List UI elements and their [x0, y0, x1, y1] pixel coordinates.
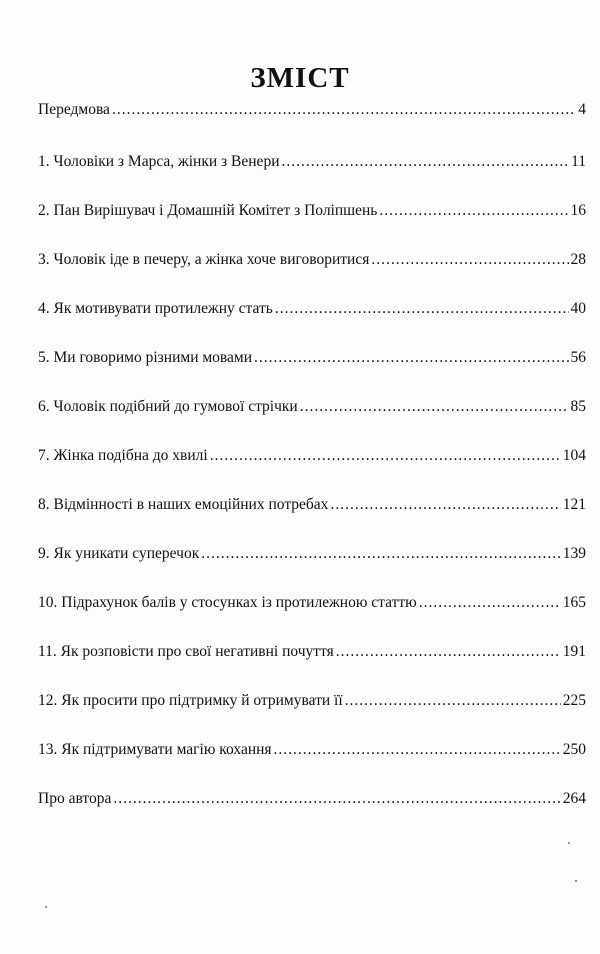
toc-entry-title: 10. Підрахунок балів у стосунках із протилежною статтю: [38, 594, 417, 611]
toc-entry-page: 191: [562, 643, 586, 660]
scan-speck: [575, 880, 577, 882]
toc-entry-page: 225: [562, 692, 586, 709]
toc-dot-leader: [274, 740, 561, 760]
toc-dot-leader: [345, 691, 561, 711]
toc-entry: [38, 397, 586, 446]
toc-entry-page: 139: [562, 545, 586, 562]
toc-entry-page: 56: [570, 349, 586, 366]
toc-entry-title: 6. Чоловік подібний до гумової стрічки: [38, 398, 298, 415]
toc-dot-leader: [371, 250, 568, 270]
toc-dot-leader: [300, 397, 569, 417]
toc-entry-page: 121: [562, 496, 586, 513]
toc-entry-title: 7. Жінка подібна до хвилі: [38, 447, 208, 464]
toc-entry-page: 104: [562, 447, 586, 464]
toc-entry-page: 264: [562, 790, 586, 807]
toc-entry-page: 85: [570, 398, 586, 415]
toc-entry: [38, 691, 586, 740]
toc-dot-leader: [201, 544, 561, 564]
toc-entry-page: 250: [562, 741, 586, 758]
toc-entry-title: 13. Як підтримувати магію кохання: [38, 741, 272, 758]
toc-entry-page: 40: [570, 300, 586, 317]
toc-entry: [38, 593, 586, 642]
toc-entry-title: 9. Як уникати суперечок: [38, 545, 200, 562]
toc-entry: [38, 642, 586, 691]
toc-dot-leader: [281, 152, 569, 172]
toc-entry-title: 4. Як мотивувати протилежну стать: [38, 300, 273, 317]
toc-entry: [38, 544, 586, 593]
toc-entry-title: Про автора: [38, 790, 112, 807]
table-of-contents: [38, 100, 586, 838]
toc-entry: [38, 348, 586, 397]
toc-dot-leader: [112, 100, 576, 120]
toc-dot-leader: [254, 348, 568, 368]
scan-speck: [45, 906, 47, 908]
toc-dot-leader: [275, 299, 569, 319]
toc-dot-leader: [113, 789, 560, 809]
toc-entry-title: 8. Відмінності в наших емоційних потребах: [38, 496, 329, 513]
toc-entry: [38, 740, 586, 789]
toc-entry: [38, 201, 586, 250]
toc-dot-leader: [330, 495, 560, 515]
toc-entry-title: 12. Як просити про підтримку й отримувати її: [38, 692, 343, 709]
toc-entry: [38, 152, 586, 201]
toc-entry: [38, 446, 586, 495]
toc-entry-title: 11. Як розповісти про свої негативні почуття: [38, 643, 334, 660]
page-title: ЗМІСТ: [250, 62, 350, 94]
toc-dot-leader: [210, 446, 561, 466]
toc-dot-leader: [379, 201, 568, 221]
toc-dot-leader: [419, 593, 561, 613]
toc-entry-title: 3. Чоловік іде в печеру, а жінка хоче виговоритися: [38, 251, 370, 268]
toc-entry: [38, 789, 586, 838]
toc-entry: [38, 299, 586, 348]
toc-entry-page: 16: [570, 202, 586, 219]
toc-entry-title: Передмова: [38, 101, 110, 118]
toc-entry-title: 5. Ми говоримо різними мовами: [38, 349, 253, 366]
toc-entry-title: 1. Чоловіки з Марса, жінки з Венери: [38, 153, 280, 170]
toc-entry-page: 4: [578, 101, 586, 118]
toc-entry: [38, 495, 586, 544]
toc-entry: [38, 250, 586, 299]
scan-speck: [568, 842, 570, 844]
toc-dot-leader: [336, 642, 561, 662]
toc-entry-page: 165: [562, 594, 586, 611]
toc-entry-page: 11: [571, 153, 586, 170]
toc-entry-page: 28: [570, 251, 586, 268]
toc-entry-title: 2. Пан Вирішувач і Домашній Комітет з Поліпшень: [38, 202, 378, 219]
toc-entry: [38, 100, 586, 152]
